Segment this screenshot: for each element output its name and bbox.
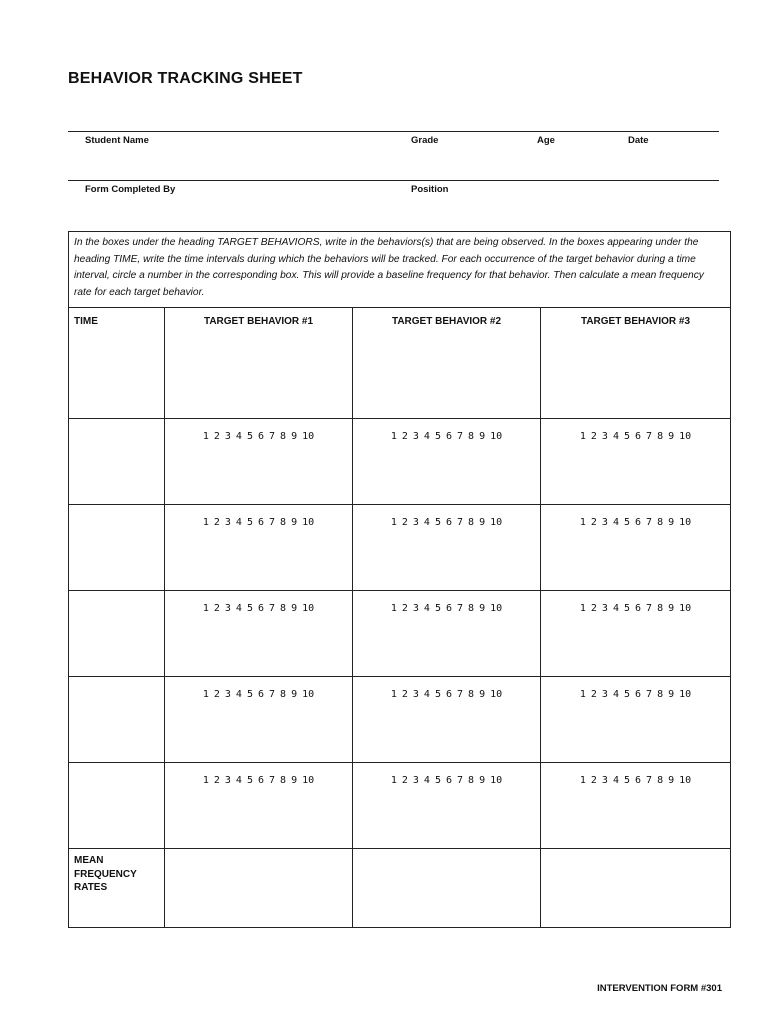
frequency-number[interactable]: 4 [423, 775, 430, 786]
frequency-number[interactable]: 1 [579, 603, 586, 614]
frequency-number[interactable]: 9 [291, 689, 298, 700]
frequency-scale-cell [353, 677, 541, 763]
frequency-number[interactable]: 3 [601, 517, 608, 528]
form-completed-by-label: Form Completed By [85, 184, 176, 195]
frequency-number[interactable]: 7 [646, 431, 653, 442]
frequency-number[interactable]: 9 [668, 775, 675, 786]
age-label: Age [537, 135, 555, 146]
frequency-number[interactable]: 5 [246, 431, 253, 442]
frequency-number[interactable]: 2 [401, 689, 408, 700]
frequency-number[interactable]: 3 [412, 603, 419, 614]
frequency-number[interactable]: 8 [657, 603, 664, 614]
frequency-number[interactable]: 9 [668, 517, 675, 528]
frequency-number[interactable]: 4 [612, 517, 619, 528]
frequency-number[interactable]: 2 [590, 517, 597, 528]
frequency-number[interactable]: 6 [635, 603, 642, 614]
frequency-number[interactable]: 10 [679, 517, 692, 528]
frequency-number[interactable]: 4 [423, 517, 430, 528]
frequency-number[interactable]: 7 [457, 689, 464, 700]
frequency-number[interactable]: 1 [579, 517, 586, 528]
frequency-number[interactable]: 6 [445, 431, 453, 442]
target-behavior-3-header[interactable]: TARGET BEHAVIOR #3 [541, 308, 731, 419]
frequency-number[interactable]: 6 [445, 603, 453, 614]
frequency-number[interactable]: 3 [601, 689, 608, 700]
frequency-number[interactable]: 9 [479, 517, 486, 528]
frequency-number[interactable]: 9 [479, 775, 486, 786]
frequency-number[interactable]: 1 [390, 689, 397, 700]
frequency-number[interactable]: 5 [434, 517, 441, 528]
student-info-line[interactable] [68, 131, 719, 132]
frequency-number[interactable]: 3 [601, 431, 608, 442]
frequency-number[interactable]: 8 [657, 775, 664, 786]
target-behavior-1-header[interactable]: TARGET BEHAVIOR #1 [165, 308, 353, 419]
frequency-number[interactable]: 9 [291, 517, 298, 528]
frequency-number[interactable]: 1 [202, 517, 209, 528]
frequency-number[interactable]: 7 [646, 603, 653, 614]
header-row [69, 308, 731, 419]
interval-row [69, 591, 731, 677]
frequency-number[interactable]: 5 [623, 603, 630, 614]
frequency-number[interactable]: 9 [479, 689, 486, 700]
frequency-number[interactable]: 4 [612, 689, 619, 700]
frequency-number[interactable]: 9 [479, 431, 486, 442]
frequency-number[interactable]: 2 [213, 775, 220, 786]
frequency-number[interactable]: 3 [224, 517, 231, 528]
frequency-number[interactable]: 8 [468, 775, 475, 786]
interval-row [69, 763, 731, 849]
frequency-number[interactable]: 7 [269, 603, 276, 614]
frequency-number[interactable]: 10 [679, 603, 692, 614]
frequency-number[interactable]: 10 [302, 775, 315, 786]
frequency-number[interactable]: 5 [623, 775, 630, 786]
frequency-number[interactable]: 2 [401, 775, 408, 786]
frequency-number[interactable]: 10 [679, 431, 692, 442]
frequency-number[interactable]: 4 [423, 603, 430, 614]
frequency-number[interactable]: 3 [224, 603, 231, 614]
frequency-scale-cell [165, 505, 353, 591]
frequency-number[interactable]: 10 [490, 431, 503, 442]
frequency-number[interactable]: 6 [257, 689, 265, 700]
mean-frequency-cell[interactable] [353, 849, 541, 928]
frequency-number[interactable]: 7 [646, 775, 653, 786]
frequency-number[interactable]: 8 [468, 603, 475, 614]
frequency-number[interactable]: 8 [657, 689, 664, 700]
frequency-number[interactable]: 10 [490, 517, 503, 528]
grade-label: Grade [411, 135, 439, 146]
frequency-number[interactable]: 8 [468, 431, 475, 442]
frequency-number[interactable]: 6 [635, 431, 642, 442]
frequency-number[interactable]: 1 [390, 603, 397, 614]
frequency-number[interactable]: 1 [202, 689, 209, 700]
frequency-number[interactable]: 7 [457, 431, 464, 442]
interval-row [69, 505, 731, 591]
frequency-number[interactable]: 1 [390, 517, 397, 528]
time-interval-cell[interactable] [69, 763, 165, 849]
frequency-number[interactable]: 4 [423, 431, 430, 442]
frequency-number[interactable]: 3 [412, 775, 419, 786]
frequency-number[interactable]: 2 [213, 689, 220, 700]
frequency-number[interactable]: 7 [269, 517, 276, 528]
frequency-number[interactable]: 5 [434, 775, 441, 786]
frequency-number[interactable]: 6 [257, 517, 265, 528]
frequency-number[interactable]: 1 [579, 431, 586, 442]
mean-frequency-row [69, 849, 731, 928]
frequency-number[interactable]: 10 [679, 689, 692, 700]
frequency-number[interactable]: 7 [269, 689, 276, 700]
frequency-number[interactable]: 9 [291, 775, 298, 786]
frequency-number[interactable]: 2 [401, 517, 408, 528]
time-interval-cell[interactable] [69, 591, 165, 677]
frequency-number[interactable]: 3 [601, 775, 608, 786]
mean-frequency-label [69, 849, 165, 928]
mean-frequency-cell[interactable] [165, 849, 353, 928]
mean-frequency-cell[interactable] [541, 849, 731, 928]
frequency-number[interactable]: 3 [224, 775, 231, 786]
frequency-number[interactable]: 7 [646, 517, 653, 528]
frequency-number[interactable]: 1 [202, 603, 209, 614]
frequency-number[interactable]: 10 [302, 689, 315, 700]
frequency-number[interactable]: 1 [202, 431, 209, 442]
time-interval-cell[interactable] [69, 677, 165, 763]
frequency-number[interactable]: 9 [479, 603, 486, 614]
time-header[interactable]: TIME [69, 308, 165, 419]
frequency-number[interactable]: 3 [601, 603, 608, 614]
frequency-number[interactable]: 1 [202, 775, 209, 786]
mean-frequency-label-line: MEAN [74, 855, 104, 866]
frequency-number[interactable]: 6 [257, 431, 265, 442]
frequency-number[interactable]: 3 [224, 431, 231, 442]
frequency-number[interactable]: 4 [612, 603, 619, 614]
frequency-number[interactable]: 6 [445, 689, 453, 700]
frequency-number[interactable]: 9 [291, 431, 298, 442]
frequency-number[interactable]: 2 [213, 431, 220, 442]
frequency-number[interactable]: 10 [302, 431, 315, 442]
frequency-number[interactable]: 2 [213, 517, 220, 528]
mean-frequency-label-line: FREQUENCY [74, 868, 137, 880]
frequency-number[interactable]: 8 [280, 603, 287, 614]
frequency-number[interactable]: 8 [468, 689, 475, 700]
frequency-scale-cell [353, 419, 541, 505]
frequency-number[interactable]: 3 [224, 689, 231, 700]
frequency-number[interactable]: 2 [590, 431, 597, 442]
frequency-scale-cell [165, 677, 353, 763]
frequency-scale-cell [541, 419, 731, 505]
frequency-number[interactable]: 7 [269, 775, 276, 786]
frequency-scale-cell [353, 763, 541, 849]
frequency-scale-cell [541, 677, 731, 763]
frequency-number[interactable]: 5 [246, 775, 253, 786]
frequency-number[interactable]: 5 [246, 603, 253, 614]
position-label: Position [411, 184, 449, 195]
frequency-number[interactable]: 4 [423, 689, 430, 700]
frequency-number[interactable]: 6 [635, 775, 642, 786]
frequency-number[interactable]: 6 [257, 775, 265, 786]
frequency-number[interactable]: 10 [679, 775, 692, 786]
frequency-number[interactable]: 2 [590, 689, 597, 700]
frequency-number[interactable]: 4 [235, 689, 242, 700]
instructions-text: In the boxes under the heading TARGET BEHAVIORS, write in the behaviors(s) that are being observed. In the boxes appearing under the heading TIME, write the time intervals during which the behaviors will be tracked. For each occurrence of the target behavior during a time interval, circle a number in the corresponding box. This will provide a baseline frequency for that behavior. Then calculate a mean frequency rate for each target behavior. [69, 232, 731, 308]
form-number: INTERVENTION FORM #301 [597, 983, 722, 994]
frequency-number[interactable]: 9 [668, 603, 675, 614]
frequency-number[interactable]: 6 [635, 517, 642, 528]
frequency-number[interactable]: 1 [579, 775, 586, 786]
frequency-number[interactable]: 10 [302, 517, 315, 528]
frequency-number[interactable]: 4 [235, 431, 242, 442]
frequency-number[interactable]: 10 [490, 689, 503, 700]
frequency-number[interactable]: 5 [434, 689, 441, 700]
frequency-number[interactable]: 10 [302, 603, 315, 614]
frequency-scale-cell [541, 763, 731, 849]
frequency-number[interactable]: 2 [401, 603, 408, 614]
frequency-scale-cell [165, 763, 353, 849]
frequency-number[interactable]: 9 [291, 603, 298, 614]
frequency-scale-cell [353, 591, 541, 677]
frequency-number[interactable]: 6 [257, 603, 265, 614]
student-name-label: Student Name [85, 135, 149, 146]
frequency-number[interactable]: 5 [246, 517, 253, 528]
frequency-number[interactable]: 8 [280, 431, 287, 442]
frequency-number[interactable]: 4 [612, 431, 619, 442]
frequency-number[interactable]: 9 [668, 431, 675, 442]
date-label: Date [628, 135, 649, 146]
frequency-number[interactable]: 8 [468, 517, 475, 528]
frequency-number[interactable]: 1 [390, 431, 397, 442]
frequency-number[interactable]: 3 [412, 431, 419, 442]
frequency-number[interactable]: 7 [457, 775, 464, 786]
frequency-number[interactable]: 8 [657, 517, 664, 528]
frequency-number[interactable]: 8 [280, 775, 287, 786]
form-title: BEHAVIOR TRACKING SHEET [68, 70, 303, 87]
frequency-number[interactable]: 1 [579, 689, 586, 700]
time-interval-cell[interactable] [69, 419, 165, 505]
frequency-scale-cell [165, 591, 353, 677]
frequency-number[interactable]: 8 [280, 689, 287, 700]
frequency-number[interactable]: 6 [445, 517, 453, 528]
frequency-number[interactable]: 5 [623, 517, 630, 528]
frequency-number[interactable]: 5 [246, 689, 253, 700]
mean-frequency-label-line: RATES [74, 882, 108, 893]
frequency-number[interactable]: 9 [668, 689, 675, 700]
frequency-scale-cell [353, 505, 541, 591]
frequency-number[interactable]: 10 [490, 603, 503, 614]
frequency-number[interactable]: 5 [434, 431, 441, 442]
completed-by-line[interactable] [68, 180, 719, 181]
frequency-number[interactable]: 4 [235, 775, 242, 786]
target-behavior-2-header[interactable]: TARGET BEHAVIOR #2 [353, 308, 541, 419]
frequency-scale-cell [541, 505, 731, 591]
frequency-number[interactable]: 6 [635, 689, 642, 700]
frequency-number[interactable]: 1 [390, 775, 397, 786]
time-interval-cell[interactable] [69, 505, 165, 591]
frequency-number[interactable]: 2 [213, 603, 220, 614]
frequency-scale-cell [165, 419, 353, 505]
frequency-scale-cell [541, 591, 731, 677]
frequency-number[interactable]: 3 [412, 689, 419, 700]
frequency-number[interactable]: 8 [657, 431, 664, 442]
frequency-number[interactable]: 2 [401, 431, 408, 442]
frequency-number[interactable]: 4 [612, 775, 619, 786]
frequency-number[interactable]: 7 [646, 689, 653, 700]
frequency-number[interactable]: 4 [235, 603, 242, 614]
frequency-number[interactable]: 5 [623, 431, 630, 442]
interval-row [69, 419, 731, 505]
frequency-number[interactable]: 2 [590, 775, 597, 786]
frequency-number[interactable]: 4 [235, 517, 242, 528]
frequency-number[interactable]: 2 [590, 603, 597, 614]
frequency-number[interactable]: 3 [412, 517, 419, 528]
frequency-number[interactable]: 6 [445, 775, 453, 786]
frequency-number[interactable]: 8 [280, 517, 287, 528]
interval-row [69, 677, 731, 763]
frequency-number[interactable]: 7 [269, 431, 276, 442]
frequency-number[interactable]: 5 [623, 689, 630, 700]
frequency-number[interactable]: 5 [434, 603, 441, 614]
behavior-tracking-table [68, 231, 731, 928]
frequency-number[interactable]: 7 [457, 603, 464, 614]
frequency-number[interactable]: 7 [457, 517, 464, 528]
frequency-number[interactable]: 10 [490, 775, 503, 786]
